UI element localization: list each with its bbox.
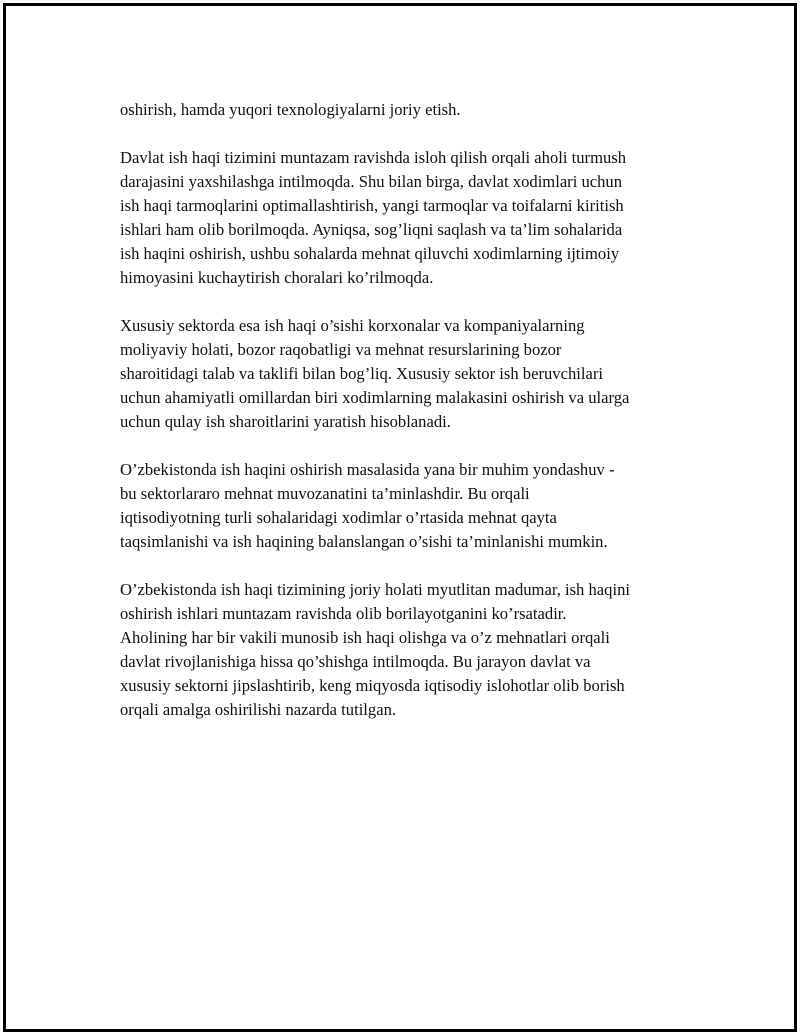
text-line: oshirish, hamda yuqori texnologiyalarni joriy etish.	[120, 100, 461, 119]
document-page	[3, 3, 797, 1032]
text-line: iqtisodiyotning turli sohalaridagi xodimlar o’rtasida mehnat qayta	[120, 508, 557, 527]
text-line: Xususiy sektorda esa ish haqi o’sishi korxonalar va kompaniyalarning	[120, 316, 585, 335]
text-line: uchun ahamiyatli omillardan biri xodimlarning malakasini oshirish va ularga	[120, 388, 630, 407]
text-line: Davlat ish haqi tizimini muntazam ravishda isloh qilish orqali aholi turmush	[120, 148, 627, 167]
text-line: taqsimlanishi va ish haqining balanslangan o’sishi ta’minlanishi mumkin.	[120, 532, 608, 551]
paragraph-2	[120, 146, 720, 290]
text-line: xususiy sektorni jipslashtirib, keng miqyosda iqtisodiy islohotlar olib borish	[120, 676, 625, 695]
paragraph-3	[120, 314, 720, 434]
text-line: ishlari ham olib borilmoqda. Ayniqsa, sog’liqni saqlash va ta’lim sohalarida	[120, 220, 623, 239]
text-line: davlat rivojlanishiga hissa qo’shishga intilmoqda. Bu jarayon davlat va	[120, 652, 591, 671]
text-line: bu sektorlararo mehnat muvozanatini ta’minlashdir. Bu orqali	[120, 484, 530, 503]
paragraph-4	[120, 458, 720, 554]
text-line: ish haqini oshirish, ushbu sohalarda mehnat qiluvchi xodimlarning ijtimoiy	[120, 244, 620, 263]
text-line: oshirish ishlari muntazam ravishda olib borilayotganini ko’rsatadir.	[120, 604, 567, 623]
text-line: uchun qulay ish sharoitlarini yaratish hisoblanadi.	[120, 412, 451, 431]
text-line: moliyaviy holati, bozor raqobatligi va mehnat resurslarining bozor	[120, 340, 562, 359]
text-line: O’zbekistonda ish haqini oshirish masalasida yana bir muhim yondashuv -	[120, 460, 615, 479]
paragraph-1	[120, 98, 720, 122]
text-line: ish haqi tarmoqlarini optimallashtirish, yangi tarmoqlar va toifalarni kiritish	[120, 196, 624, 215]
text-line: orqali amalga oshirilishi nazarda tutilgan.	[120, 700, 397, 719]
text-line: Aholining har bir vakili munosib ish haqi olishga va o’z mehnatlari orqali	[120, 628, 610, 647]
text-line: O’zbekistonda ish haqi tizimining joriy holati myutlitan madumar, ish haqini	[120, 580, 630, 599]
text-line: darajasini yaxshilashga intilmoqda. Shu bilan birga, davlat xodimlari uchun	[120, 172, 623, 191]
text-line: sharoitidagi talab va taklifi bilan bog’liq. Xususiy sektor ish beruvchilari	[120, 364, 603, 383]
paragraph-5	[120, 578, 720, 722]
document-body	[120, 98, 720, 746]
text-line: himoyasini kuchaytirish choralari ko’rilmoqda.	[120, 268, 434, 287]
